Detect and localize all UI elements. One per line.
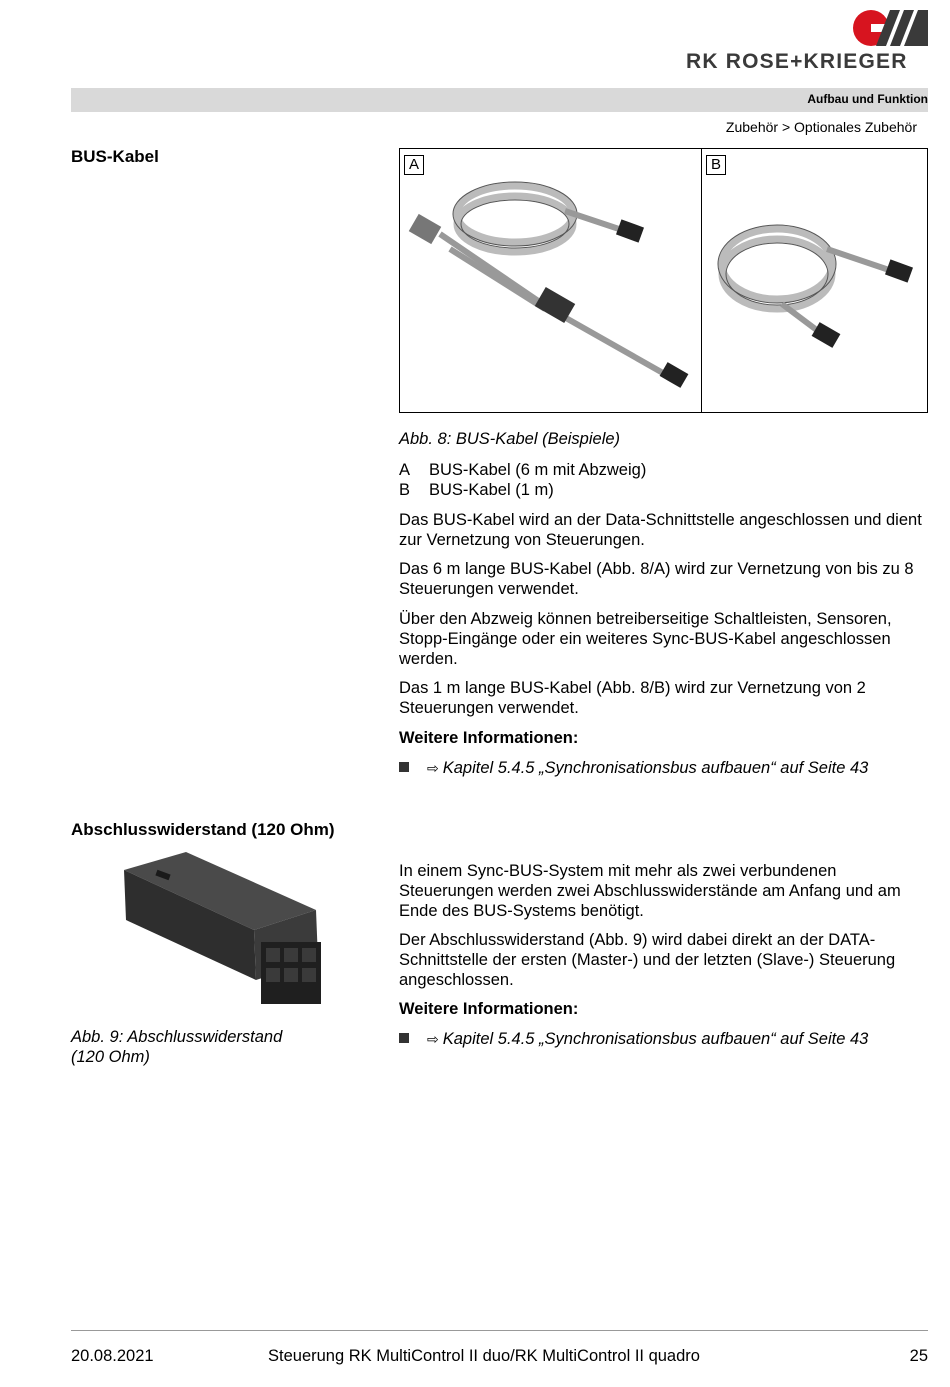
legend-key: A xyxy=(399,461,411,479)
legend-text: BUS-Kabel (6 m mit Abzweig) xyxy=(429,461,647,479)
legend-list xyxy=(399,460,928,500)
chapter-link[interactable]: Kapitel 5.4.5 „Synchronisationsbus aufbauen“ auf Seite 43 xyxy=(442,1030,869,1048)
more-info-heading: Weitere Informationen: xyxy=(399,1000,579,1018)
paragraph: Über den Abzweig können betreiberseitige Schaltleisten, Sensoren, Stopp-Eingänge oder ein weiteres Sync-BUS-Kabel angeschlossen werden. xyxy=(399,610,892,668)
section-heading-abschlusswiderstand: Abschlusswiderstand (120 Ohm) xyxy=(71,820,335,839)
figure-caption-resistor xyxy=(71,1027,371,1067)
chapter-title: Aufbau und Funktion xyxy=(807,92,928,106)
brand-name: RK ROSE+KRIEGER xyxy=(686,50,908,73)
caption-line: Abb. 9: Abschlusswiderstand xyxy=(71,1028,283,1046)
footer-date: 20.08.2021 xyxy=(71,1347,154,1365)
bus-cable-b-illustration xyxy=(702,149,928,412)
legend-text: BUS-Kabel (1 m) xyxy=(429,481,554,499)
figure-caption-bus: Abb. 8: BUS-Kabel (Beispiele) xyxy=(399,430,621,448)
caption-line: (120 Ohm) xyxy=(71,1048,150,1066)
legend-item-a xyxy=(399,460,928,480)
bullet-square-icon xyxy=(399,1033,409,1043)
cross-reference xyxy=(399,1029,928,1049)
chapter-bar xyxy=(71,88,928,112)
section-heading-bus-kabel: BUS-Kabel xyxy=(71,147,159,166)
link-arrow-icon: ⇨ xyxy=(427,1031,439,1047)
paragraph: Das 1 m lange BUS-Kabel (Abb. 8/B) wird zur Vernetzung von 2 Steuerungen verwendet. xyxy=(399,679,866,717)
legend-key: B xyxy=(399,481,411,499)
breadcrumb: Zubehör > Optionales Zubehör xyxy=(725,119,917,135)
bus-cable-a-illustration xyxy=(400,149,700,412)
bullet-square-icon xyxy=(399,762,409,772)
figure-bus-cables xyxy=(399,148,928,413)
paragraph: Das BUS-Kabel wird an der Data-Schnittstelle angeschlossen und dient zur Vernetzung von Steuerungen. xyxy=(399,511,922,549)
terminating-resistor-illustration xyxy=(116,850,331,1012)
paragraph: In einem Sync-BUS-System mit mehr als zwei verbundenen Steuerungen werden zwei Abschlusswiderstände am Anfang und am Ende des BUS-Systems benötigt. xyxy=(399,862,901,920)
paragraph: Das 6 m lange BUS-Kabel (Abb. 8/A) wird zur Vernetzung von bis zu 8 Steuerungen verwendet. xyxy=(399,560,914,598)
panel-label-a: A xyxy=(404,155,424,175)
footer-title: Steuerung RK MultiControl II duo/RK MultiControl II quadro xyxy=(268,1347,700,1365)
legend-item-b xyxy=(399,480,928,500)
paragraph: Der Abschlusswiderstand (Abb. 9) wird dabei direkt an der DATA-Schnittstelle der ersten (Master-) und der letzten (Slave-) Steuerung angeschlossen. xyxy=(399,931,896,989)
more-info-heading: Weitere Informationen: xyxy=(399,729,579,747)
link-arrow-icon: ⇨ xyxy=(427,760,439,776)
footer-rule xyxy=(71,1330,928,1331)
panel-label-b: B xyxy=(706,155,726,175)
chapter-link[interactable]: Kapitel 5.4.5 „Synchronisationsbus aufbauen“ auf Seite 43 xyxy=(442,759,869,777)
cross-reference xyxy=(399,758,928,778)
page-number: 25 xyxy=(909,1347,928,1365)
